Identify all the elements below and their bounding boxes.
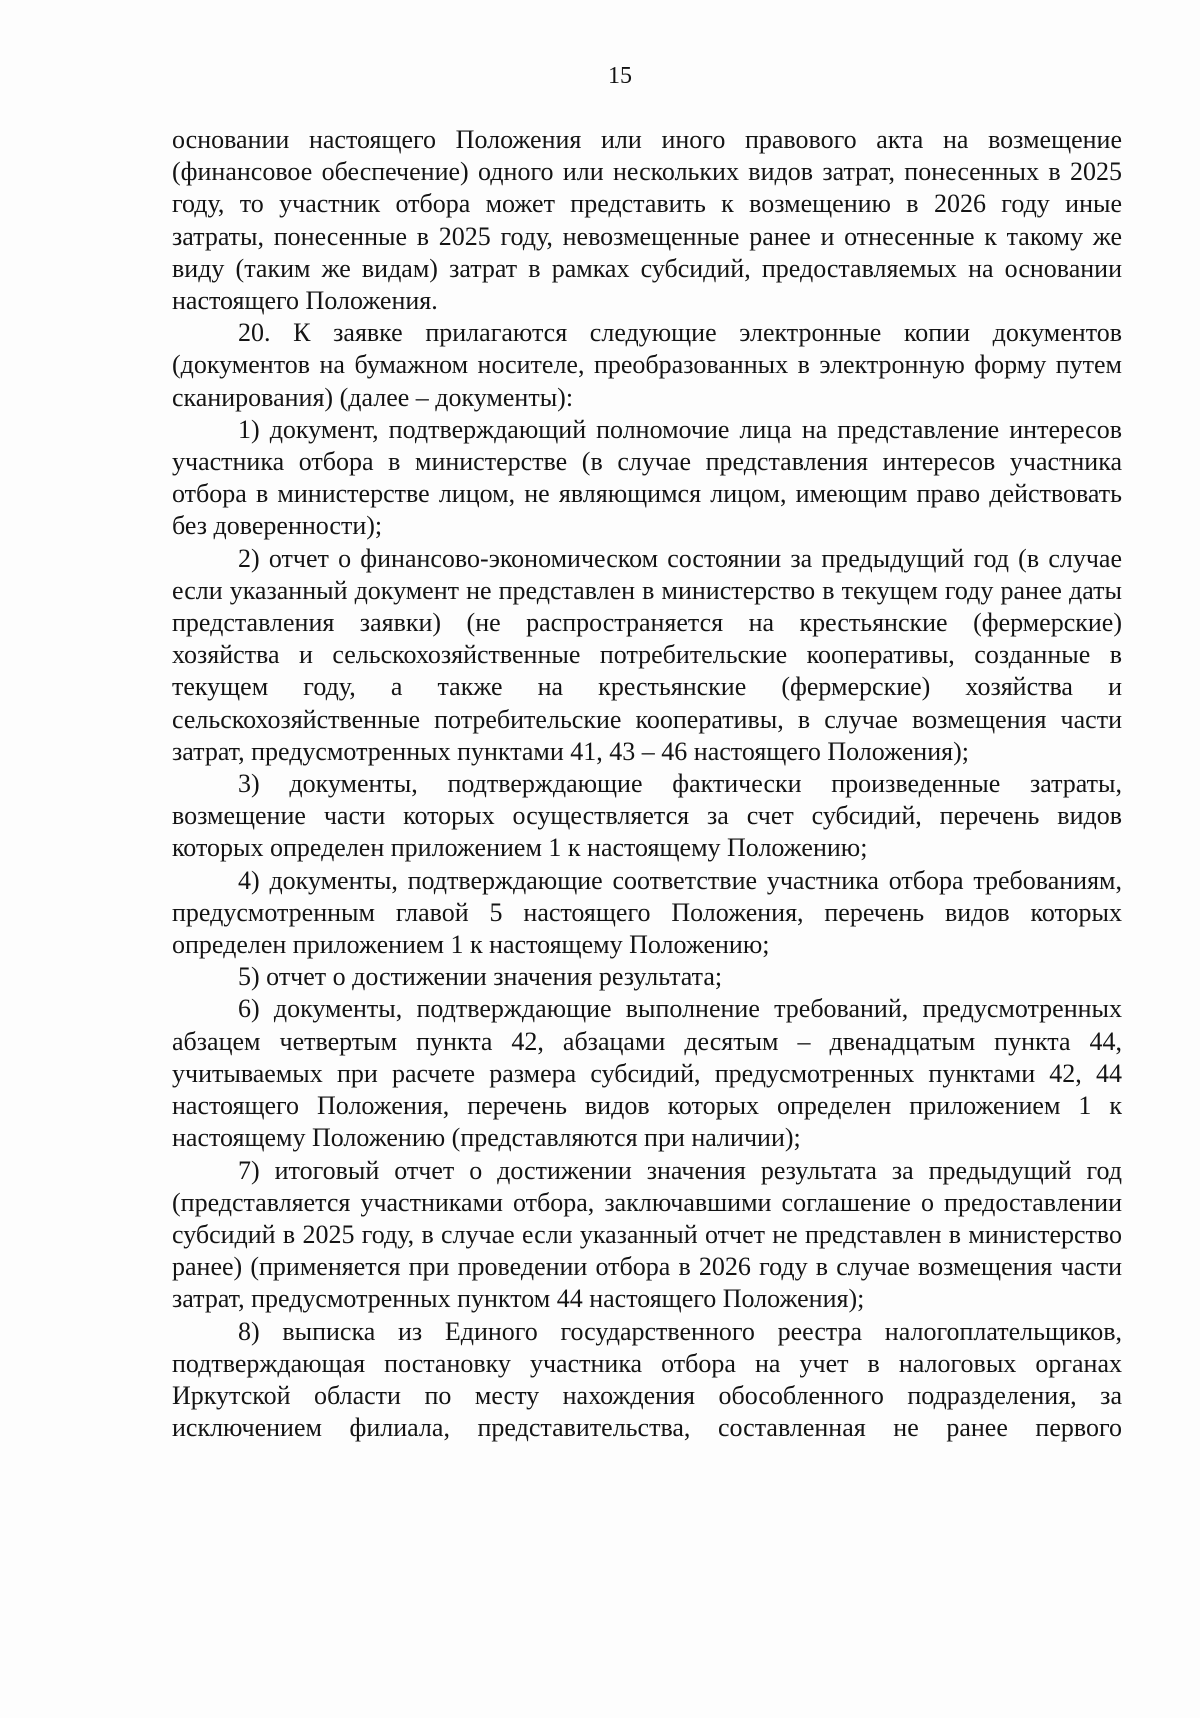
list-item-2: 2) отчет о финансово-экономическом состоянии за предыдущий год (в случае если указанный документ не представлен в министерство в текущем году ранее даты представления заявки) (не распространяется на крестьянские (фермерские) хозяйства и сельскохозяйственные потребительские кооперативы, созданные в текущем году, а также на крестьянские (фермерские) хозяйства и сельскохозяйственные потребительские кооперативы, в случае возмещения части затрат, предусмотренных пунктами 41, 43 – 46 настоящего Положения); bbox=[172, 543, 1122, 766]
list-item-7: 7) итоговый отчет о достижении значения результата за предыдущий год (представляется участниками отбора, заключавшими соглашение о предоставлении субсидий в 2025 году, в случае если указанный отчет не представлен в министерство ранее) (применяется при проведении отбора в 2026 году в случае возмещения части затрат, предусмотренных пунктом 44 настоящего Положения); bbox=[172, 1155, 1122, 1314]
page-number: 15 bbox=[608, 63, 632, 89]
document-body bbox=[172, 124, 1122, 1444]
list-item-5: 5) отчет о достижении значения результата; bbox=[238, 962, 723, 992]
list-item-1: 1) документ, подтверждающий полномочие лица на представление интересов участника отбора в министерстве (в случае представления интересов участника отбора в министерстве лицом, не являющимся лицом, имеющим право действовать без доверенности); bbox=[172, 414, 1122, 541]
list-item-8: 8) выписка из Единого государственного реестра налогоплательщиков, подтверждающая постановку участника отбора на учет в налоговых органах Иркутской области по месту нахождения обособленного подразделения, за исключением филиала, представительства, составленная не ранее первого bbox=[172, 1316, 1122, 1443]
list-item-3: 3) документы, подтверждающие фактически произведенные затраты, возмещение части которых осуществляется за счет субсидий, перечень видов которых определен приложением 1 к настоящему Положению; bbox=[172, 769, 1122, 863]
paragraph-item-20: 20. К заявке прилагаются следующие электронные копии документов (документов на бумажном носителе, преобразованных в электронную форму путем сканирования) (далее – документы): bbox=[172, 318, 1122, 412]
paragraph-continuation: основании настоящего Положения или иного правового акта на возмещение (финансовое обеспечение) одного или нескольких видов затрат, понесенных в 2025 году, то участник отбора может представить к возмещению в 2026 году иные затраты, понесенные в 2025 году, невозмещенные ранее и отнесенные к такому же виду (таким же видам) затрат в рамках субсидий, предоставляемых на основании настоящего Положения. bbox=[172, 125, 1122, 316]
list-item-6: 6) документы, подтверждающие выполнение требований, предусмотренных абзацем четвертым пункта 42, абзацами десятым – двенадцатым пункта 44, учитываемых при расчете размера субсидий, предусмотренных пунктами 42, 44 настоящего Положения, перечень видов которых определен приложением 1 к настоящему Положению (представляются при наличии); bbox=[172, 994, 1122, 1153]
list-item-4: 4) документы, подтверждающие соответствие участника отбора требованиям, предусмотренным главой 5 настоящего Положения, перечень видов которых определен приложением 1 к настоящему Положению; bbox=[172, 865, 1122, 960]
